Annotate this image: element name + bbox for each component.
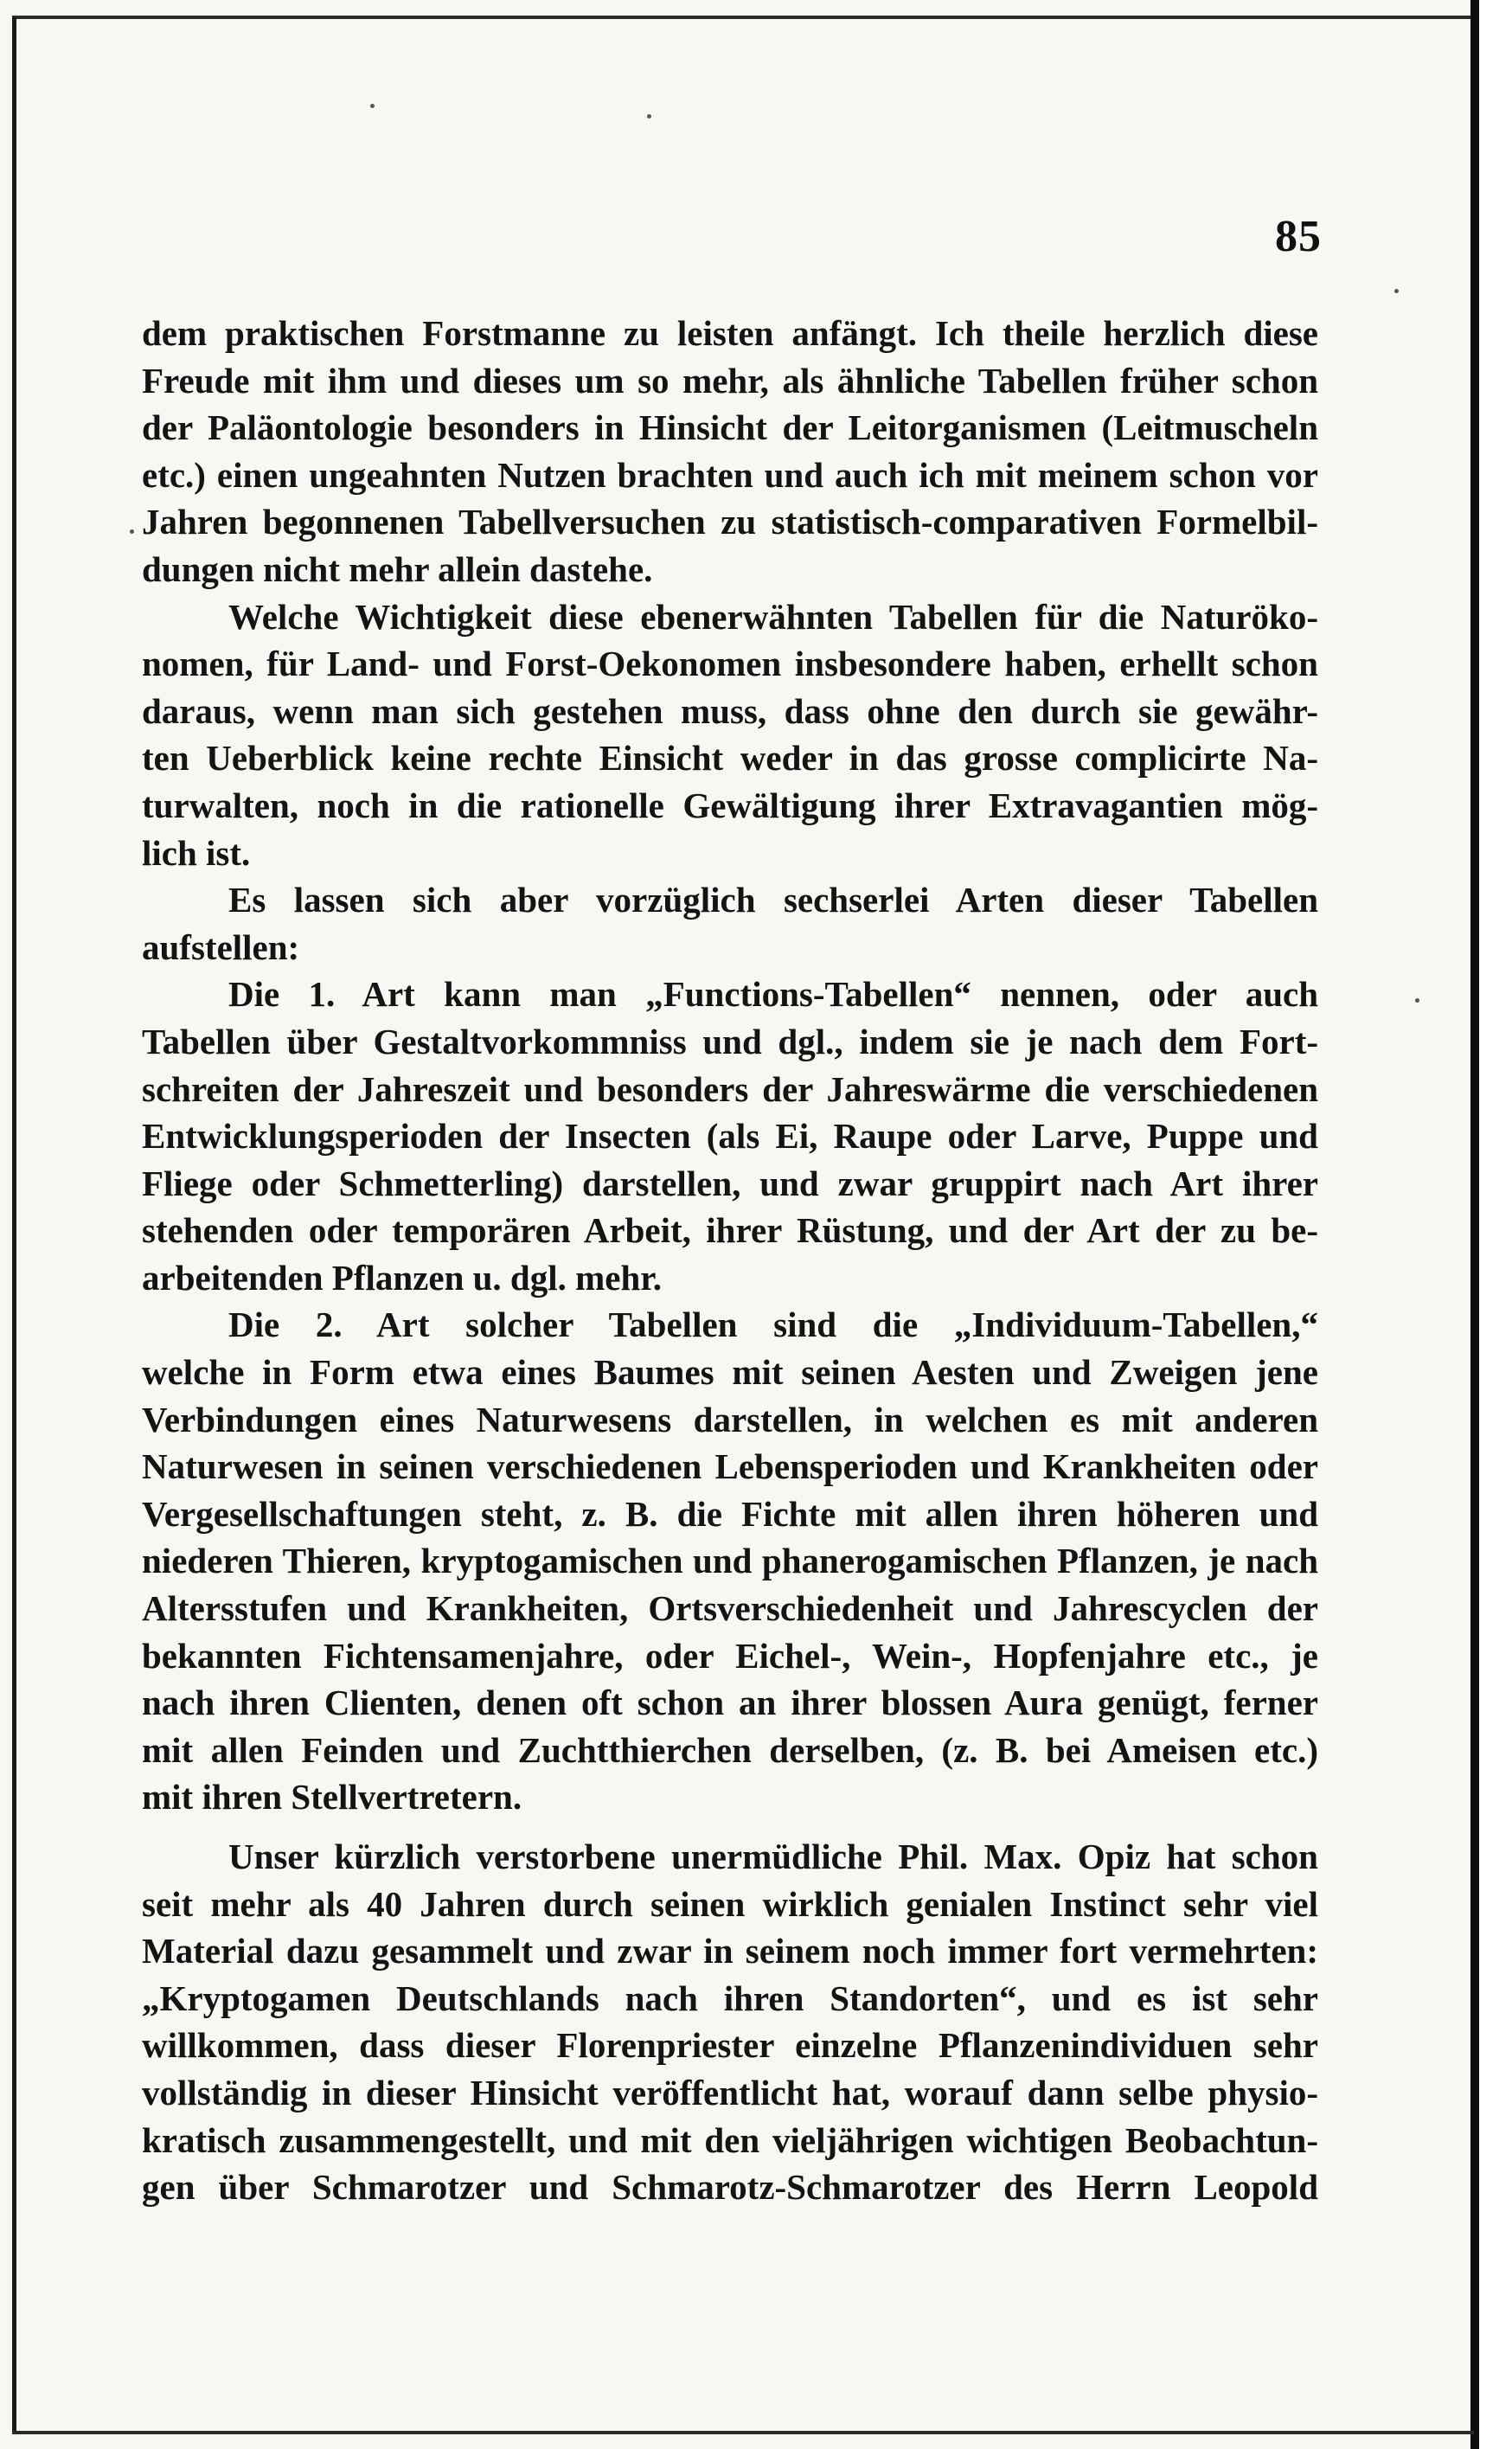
text-line: daraus, wenn man sich gestehen muss, dass ohne den durch sie gewähr- — [142, 690, 1318, 731]
text-line: ten Ueberblick keine rechte Einsicht weder in das grosse complicirte Na- — [142, 738, 1318, 779]
text-line: stehenden oder temporären Arbeit, ihrer Rüstung, und der Art der zu be- — [142, 1210, 1318, 1251]
text-line: Jahren begonnenen Tabellversuchen zu statistisch-comparativen Formelbil- — [142, 502, 1318, 542]
text-line: etc.) einen ungeahnten Nutzen brachten und auch ich mit meinem schon vor — [142, 454, 1318, 495]
text-line: der Paläontologie besonders in Hinsicht der Leitorganismen (Leitmuscheln — [142, 407, 1318, 448]
speck — [1415, 998, 1419, 1003]
text-line: Fliege oder Schmetterling) darstellen, und zwar gruppirt nach Art ihrer — [142, 1163, 1318, 1203]
text-line: Altersstufen und Krankheiten, Ortsverschiedenheit und Jahrescyclen der — [142, 1588, 1318, 1629]
text-line: Entwicklungsperioden der Insecten (als Ei, Raupe oder Larve, Puppe und — [142, 1116, 1318, 1157]
text-line: arbeitenden Pflanzen u. dgl. mehr. — [142, 1257, 662, 1298]
text-line: mit ihren Stellvertretern. — [142, 1777, 522, 1818]
page-number: 85 — [1275, 212, 1322, 261]
text-line: turwalten, noch in die rationelle Gewältigung ihrer Extravagantien mög- — [142, 785, 1318, 825]
text-line: dungen nicht mehr allein dastehe. — [142, 548, 653, 589]
text-line: welche in Form etwa eines Baumes mit seinen Aesten und Zweigen jene — [142, 1352, 1318, 1393]
speck — [130, 529, 134, 534]
text-line: mit allen Feinden und Zuchtthierchen derselben, (z. B. bei Ameisen etc.) — [142, 1729, 1318, 1770]
text-line: „Kryptogamen Deutschlands nach ihren Standorten“, und es ist sehr — [142, 1978, 1318, 2018]
text-line: Tabellen über Gestaltvorkommniss und dgl., indem sie je nach dem Fort- — [142, 1021, 1318, 1061]
text-line: aufstellen: — [142, 926, 300, 967]
text-line: bekannten Fichtensamenjahre, oder Eichel-, Wein-, Hopfenjahre etc., je — [142, 1635, 1318, 1676]
text-line: dem praktischen Forstmanne zu leisten anfängt. Ich theile herzlich diese — [142, 313, 1318, 353]
text-line: niederen Thieren, kryptogamischen und phanerogamischen Pflanzen, je nach — [142, 1541, 1318, 1581]
text-line: Material dazu gesammelt und zwar in seinem noch immer fort vermehrten: — [142, 1931, 1318, 1971]
text-line: Welche Wichtigkeit diese ebenerwähnten Tabellen für die Naturöko- — [228, 596, 1318, 637]
text-line: Freude mit ihm und dieses um so mehr, als ähnliche Tabellen früher schon — [142, 360, 1318, 401]
text-line: Die 1. Art kann man „Functions-Tabellen“ nennen, oder auch — [228, 974, 1318, 1015]
text-line: nomen, für Land- und Forst-Oekonomen insbesondere haben, erhellt schon — [142, 644, 1318, 684]
scan-border-left — [12, 17, 16, 2431]
scan-border-bottom — [12, 2431, 1474, 2434]
text-line: kratisch zusammengestellt, und mit den vieljährigen wichtigen Beobachtun- — [142, 2119, 1318, 2160]
speck — [647, 114, 651, 119]
speck — [1394, 289, 1399, 293]
text-line: Naturwesen in seinen verschiedenen Lebensperioden und Krankheiten oder — [142, 1446, 1318, 1487]
paragraph-gap — [142, 1821, 1318, 1833]
text-line: Es lassen sich aber vorzüglich sechserlei Arten dieser Tabellen — [228, 880, 1318, 920]
text-line: Verbindungen eines Naturwesens darstellen, in welchen es mit anderen — [142, 1399, 1318, 1439]
text-line: willkommen, dass dieser Florenpriester einzelne Pflanzenindividuen sehr — [142, 2025, 1318, 2066]
text-line: Unser kürzlich verstorbene unermüdliche Phil. Max. Opiz hat schon — [228, 1837, 1318, 1876]
text-line: seit mehr als 40 Jahren durch seinen wirklich genialen Instinct sehr viel — [142, 1883, 1318, 1924]
text-line: vollständig in dieser Hinsicht veröffentlicht hat, worauf dann selbe physio- — [142, 2072, 1318, 2112]
text-line: nach ihren Clienten, denen oft schon an ihrer blossen Aura genügt, ferner — [142, 1683, 1318, 1723]
text-line: Die 2. Art solcher Tabellen sind die „Individuum-Tabellen,“ — [228, 1305, 1318, 1345]
text-line: schreiten der Jahreszeit und besonders der Jahreswärme die verschiedenen — [142, 1068, 1318, 1109]
speck — [370, 104, 375, 108]
text-line: gen über Schmarotzer und Schmarotz-Schmarotzer des Herrn Leopold — [142, 2167, 1318, 2208]
text-line: Vergesellschaftungen steht, z. B. die Fichte mit allen ihren höheren und — [142, 1493, 1318, 1534]
scan-border-right — [1470, 0, 1512, 2449]
body-text — [142, 310, 1318, 2211]
text-line: lich ist. — [142, 832, 251, 873]
scan-border-top — [12, 16, 1474, 19]
